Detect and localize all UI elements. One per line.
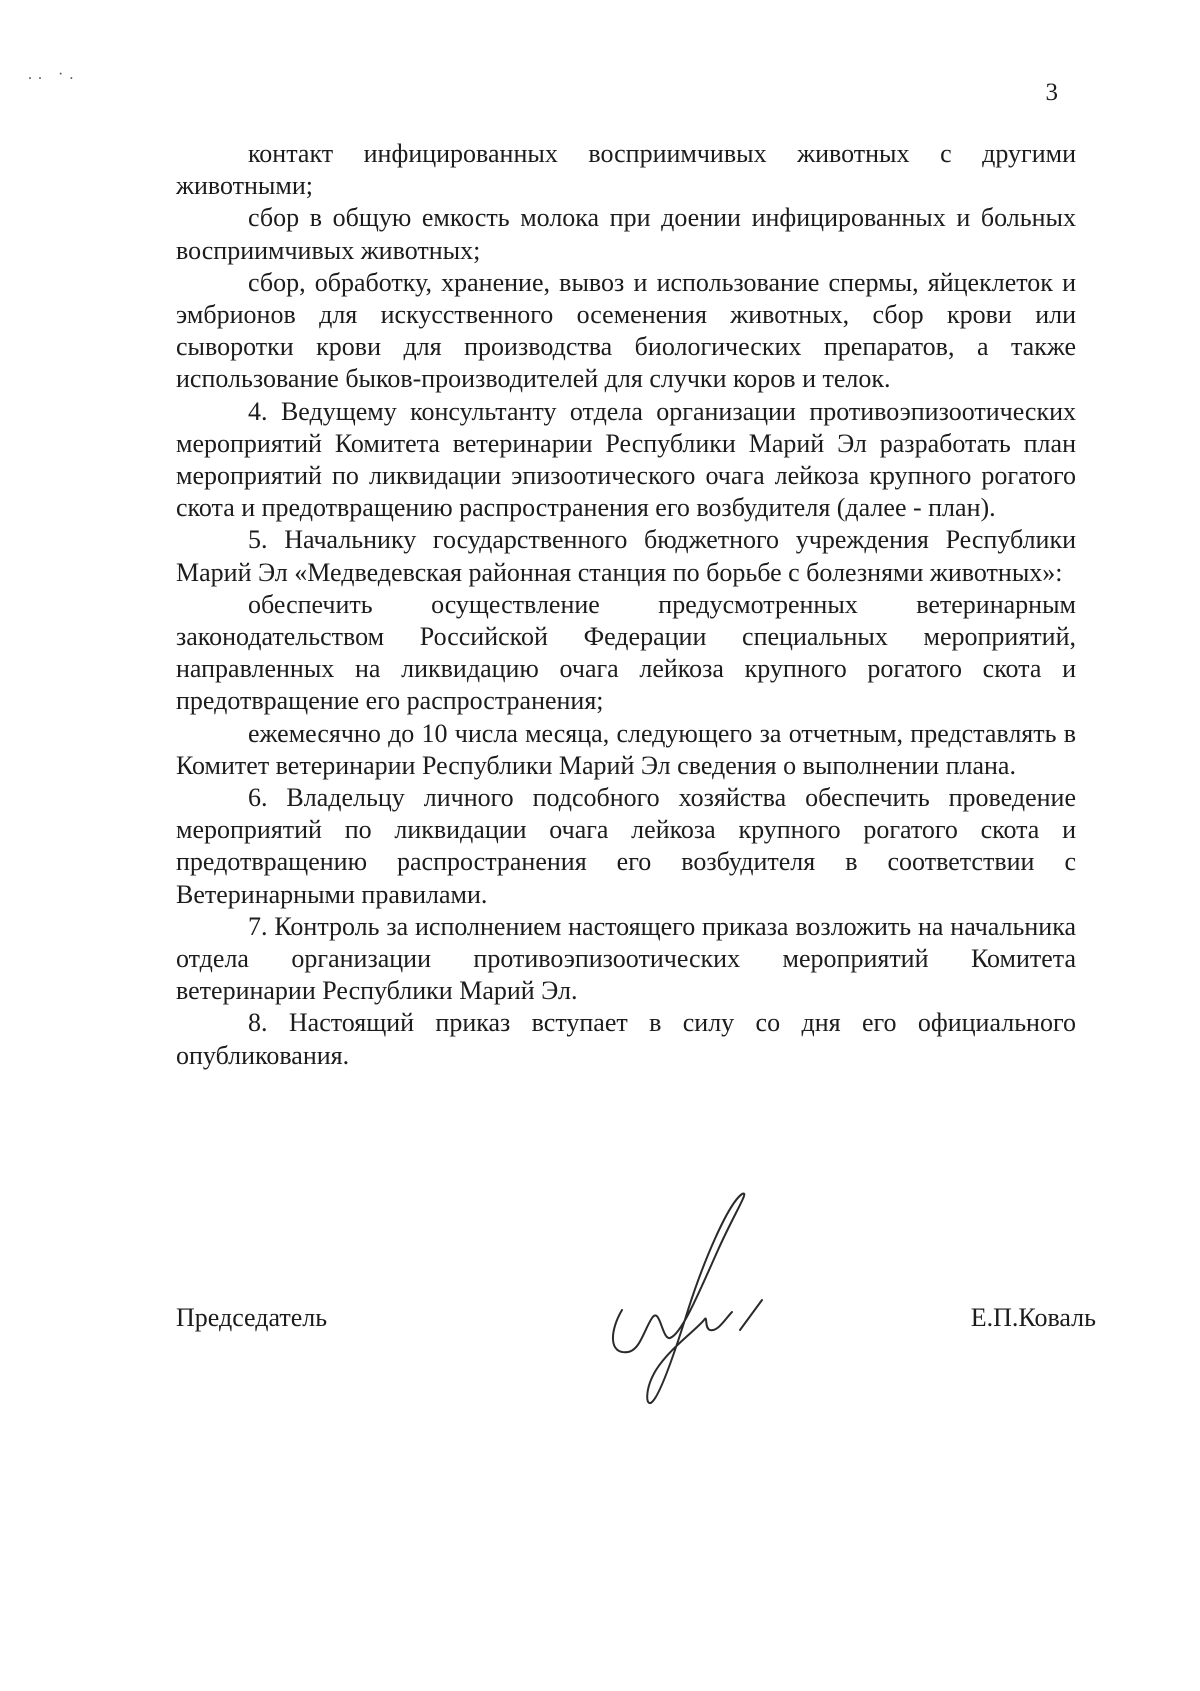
paragraph-item-8: 8. Настоящий приказ вступает в силу со дня его официального опубликования. — [176, 1008, 1076, 1070]
paragraph-contact-animals: контакт инфицированных восприимчивых животных с другими животными; — [176, 139, 1076, 201]
page-number: 3 — [1045, 79, 1058, 106]
paragraph-item-4: 4. Ведущему консультанту отдела организации противоэпизоотических мероприятий Комитета ветеринарии Республики Марий Эл разработать план мероприятий по ликвидации эпизоотического очага лейкоза крупного рогатого скота и предотвращению распространения его возбудителя (далее - план). — [176, 396, 1076, 523]
signatory-name: Е.П.Коваль — [970, 1303, 1096, 1332]
scan-marks: .. ·. — [28, 66, 80, 83]
paragraph-sperm-collection: сбор, обработку, хранение, вывоз и использование спермы, яйцеклеток и эмбрионов для искусственного осеменения животных, сбор крови или сыворотки крови для производства биологических препаратов, а также использование быков-производителей для случки коров и телок. — [176, 267, 1076, 394]
handwritten-signature — [600, 1180, 800, 1410]
document-body — [176, 138, 1076, 1072]
signatory-title: Председатель — [176, 1303, 328, 1332]
paragraph-item-6: 6. Владельцу личного подсобного хозяйства обеспечить проведение мероприятий по ликвидации очага лейкоза крупного рогатого скота и предотвращению распространения его возбудителя в соответствии с Ветеринарными правилами. — [176, 783, 1076, 909]
paragraph-item-7: 7. Контроль за исполнением настоящего приказа возложить на начальника отдела организации противоэпизоотических мероприятий Комитета ветеринарии Республики Марий Эл. — [176, 911, 1076, 1006]
paragraph-ensure-measures: обеспечить осуществление предусмотренных ветеринарным законодательством Российской Федерации специальных мероприятий, направленных на ликвидацию очага лейкоза крупного рогатого скота и предотвращение его распространения; — [176, 589, 1076, 716]
paragraph-monthly-report: ежемесячно до 10 числа месяца, следующего за отчетным, представлять в Комитет ветеринарии Республики Марий Эл сведения о выполнении плана. — [176, 718, 1076, 780]
paragraph-item-5: 5. Начальнику государственного бюджетного учреждения Республики Марий Эл «Медведевская районная станция по борьбе с болезнями животных»: — [176, 525, 1076, 587]
paragraph-milk-collection: сбор в общую емкость молока при доении инфицированных и больных восприимчивых животных; — [176, 203, 1076, 265]
signature-block — [176, 1302, 1096, 1342]
